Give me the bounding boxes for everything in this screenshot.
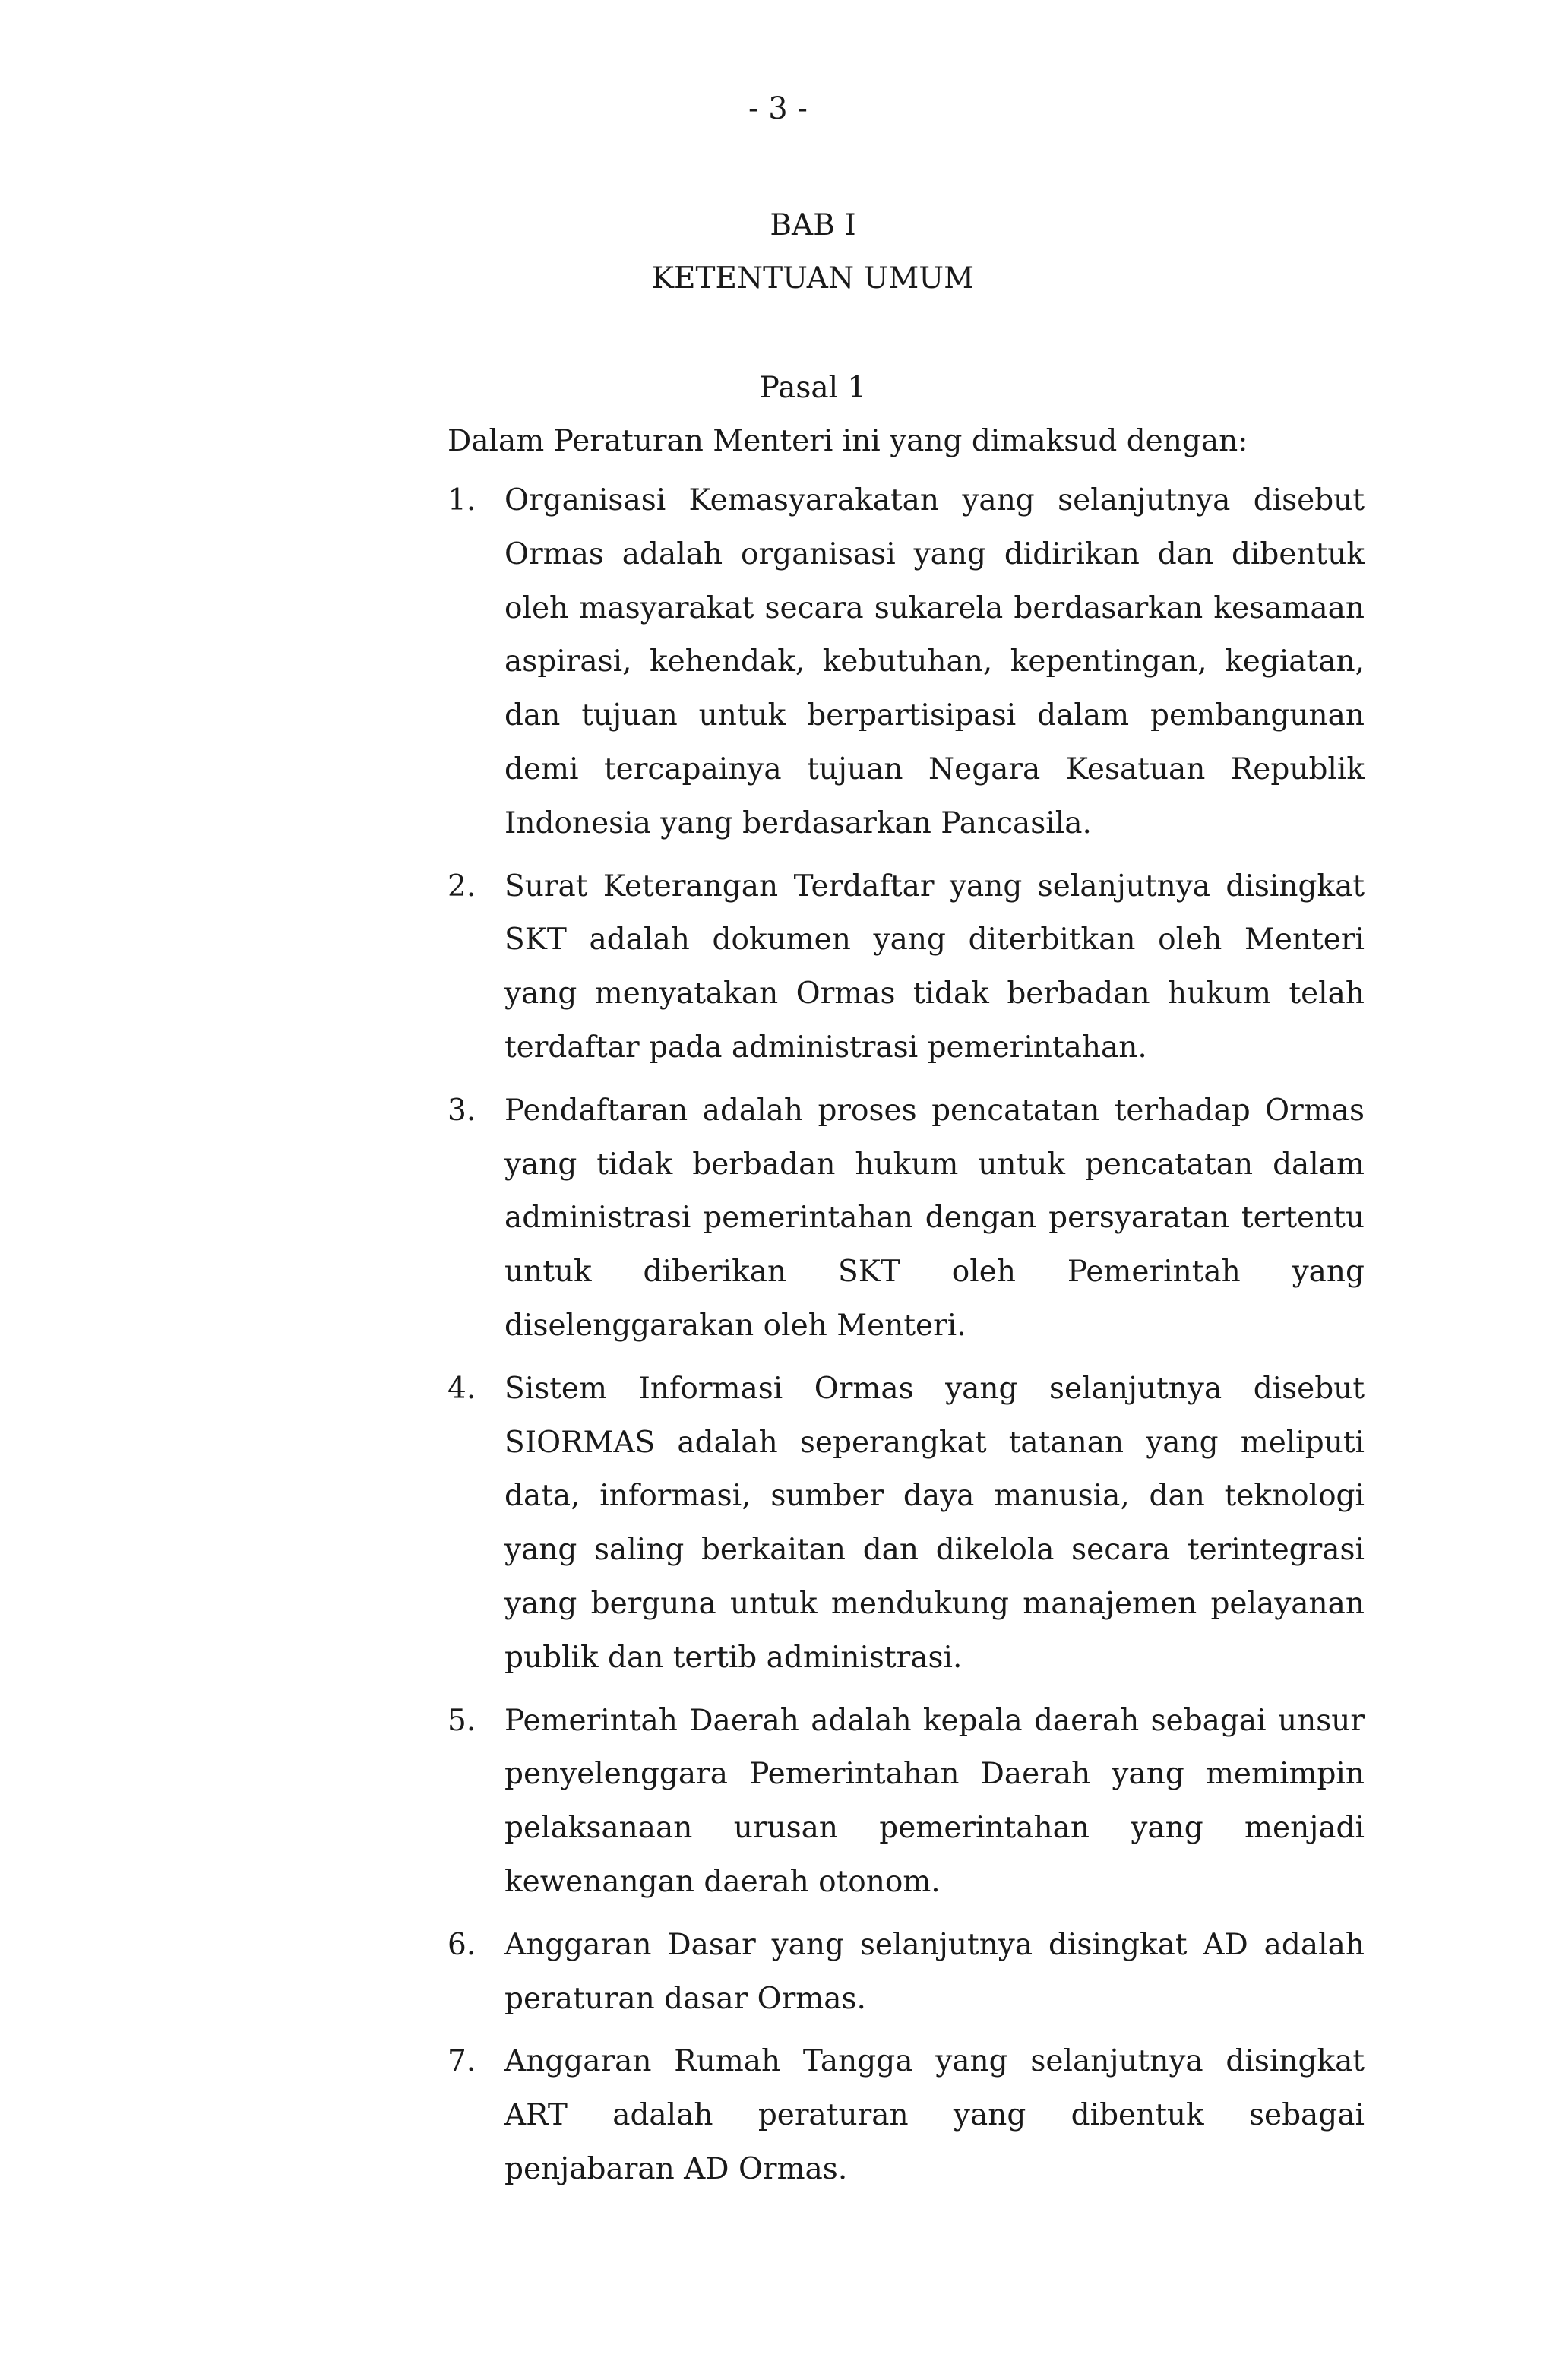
definition-number: 5. — [448, 1703, 476, 1738]
definition-text: Pemerintah Daerah adalah kepala daerah sebagai unsur penyelenggara Pemerintahan Daerah yang memimpin pelaksanaan urusan pemerintahan yang menjadi kewenangan daerah otonom. — [504, 1703, 1365, 1899]
definition-text: Organisasi Kemasyarakatan yang selanjutnya disebut Ormas adalah organisasi yang didirikan dan dibentuk oleh masyarakat secara sukarela berdasarkan kesamaan aspirasi, kehendak, kebutuhan, kepentingan, kegiatan, dan tujuan untuk berpartisipasi dalam pembangunan demi tercapainya tujuan Negara Kesatuan Republik Indonesia yang berdasarkan Pancasila. — [504, 483, 1365, 840]
definition-number: 3. — [448, 1093, 476, 1128]
definition-item-7 — [448, 2035, 1365, 2196]
definition-text: Anggaran Dasar yang selanjutnya disingkat AD adalah peraturan dasar Ormas. — [504, 1927, 1365, 2016]
definition-number: 1. — [448, 483, 476, 517]
article-label: Pasal 1 — [759, 371, 867, 405]
definition-item-2 — [448, 860, 1365, 1075]
article-intro: Dalam Peraturan Menteri ini yang dimaksud dengan: — [448, 424, 1248, 458]
definition-list — [448, 474, 1365, 2206]
chapter-title: KETENTUAN UMUM — [651, 261, 975, 296]
definition-item-4 — [448, 1362, 1365, 1685]
definition-text: Sistem Informasi Ormas yang selanjutnya disebut SIORMAS adalah seperangkat tatanan yang meliputi data, informasi, sumber daya manusia, dan teknologi yang saling berkaitan dan dikelola secara terintegrasi yang berguna untuk mendukung manajemen pelayanan publik dan tertib administrasi. — [504, 1371, 1365, 1675]
definition-item-5 — [448, 1695, 1365, 1910]
definition-text: Pendaftaran adalah proses pencatatan terhadap Ormas yang tidak berbadan hukum untuk pencatatan dalam administrasi pemerintahan dengan persyaratan tertentu untuk diberikan SKT oleh Pemerintah yang diselenggarakan oleh Menteri. — [504, 1093, 1365, 1343]
definition-item-1 — [448, 474, 1365, 851]
definition-item-6 — [448, 1919, 1365, 2027]
definition-number: 2. — [448, 869, 476, 904]
definition-item-3 — [448, 1084, 1365, 1353]
definition-text: Anggaran Rumah Tangga yang selanjutnya disingkat ART adalah peraturan yang dibentuk sebagai penjabaran AD Ormas. — [504, 2044, 1365, 2186]
definition-number: 6. — [448, 1927, 476, 1962]
definition-number: 7. — [448, 2044, 476, 2079]
definition-number: 4. — [448, 1371, 476, 1406]
chapter-label: BAB I — [770, 208, 856, 242]
definition-text: Surat Keterangan Terdaftar yang selanjutnya disingkat SKT adalah dokumen yang diterbitkan oleh Menteri yang menyatakan Ormas tidak berbadan hukum telah terdaftar pada administrasi pemerintahan. — [504, 869, 1365, 1065]
page-number: - 3 - — [748, 91, 808, 126]
